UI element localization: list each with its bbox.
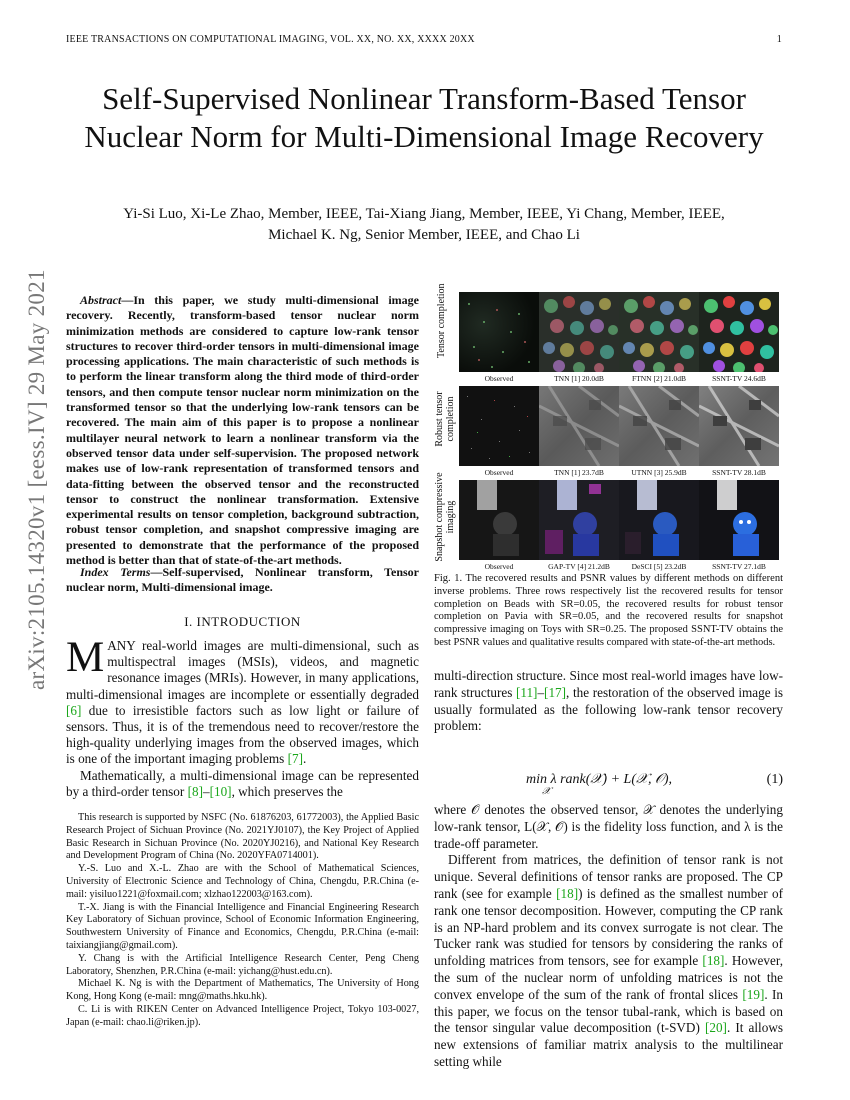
intro-paragraph-1 [66,634,419,768]
row-label-robust-tensor-completion [434,386,454,471]
col2-text-c2: ) is defined as the smallest number of rank one tensor decomposition. However, computing the CP rank is an NP-hard problem and its convex surrogate is not clear. The Tucker rank was studied for tensors by considering the ranks of unfolding matrices from tensors, see for example [434,885,783,969]
section-heading: I. INTRODUCTION [184,614,301,629]
dash: – [537,684,545,700]
index-terms-label: Index Terms [80,565,151,579]
citation-link[interactable]: [7] [287,751,303,767]
col2-paragraph-c [434,852,783,1070]
journal-name: IEEE TRANSACTIONS ON COMPUTATIONAL IMAGING, VOL. XX, NO. XX, XXXX 20XX [66,34,475,45]
row-label-tensor-completion [434,283,454,377]
abstract-text: In this paper, we study multi-dimensional image recovery. Recently, transform-based tensor nuclear norm minimization methods are considered to capture low-rank tensor structures to recover third-order tensors in multi-dimensional image processing applications. The main characteristic of such methods is to perform the linear transform along the third mode of third-order tensors, and then compute tensor nuclear norm minimization on the transformed tensor so that the underlying low-rank tensors can be recovered. The main aim of this paper is to propose a nonlinear multilayer neural network to learn a nonlinear transform via the observed tensor data under self-supervision. The proposed network makes use of low-rank representation of transformed tensors and data-fitting between the observed tensor and the reconstructed tensor to construct the nonlinear transformation. Extensive experimental results on tensor completion, background subtraction, robust tensor completion, and snapshot compressive imaging are presented to demonstrate that the performance of the proposed method is better than that of state-of-the-art methods. [66,293,419,568]
caption-ssnt-tv: SSNT-TV 27.1dB [712,562,766,571]
equation-1 [434,772,783,800]
citation-link[interactable]: [8] [187,783,203,799]
running-header [66,34,782,45]
citation-link[interactable]: [17] [544,684,567,700]
footnotes [66,812,419,1030]
tile-desci-toys [619,480,699,560]
citation-link[interactable]: [6] [66,702,82,718]
tile-gap-tv-toys [539,480,619,560]
tile-tnn-pavia [539,386,619,466]
intro-text-c: . [302,751,307,767]
citation-link[interactable]: [19] [742,986,765,1002]
paper-title: Self-Supervised Nonlinear Transform-Based Tensor Nuclear Norm for Multi-Dimensional Image Recovery [84,81,764,154]
intro-paragraph-2 [66,768,419,800]
row-label-snapshot-compressive-imaging [434,472,456,565]
tile-observed-beads [459,292,539,372]
citation-link[interactable]: [18] [556,885,579,901]
col2-text-a: multi-direction structure. Since most real-world images have low-rank structures [434,668,783,700]
author-line-2: Michael K. Ng, Senior Member, IEEE, and Chao Li [268,227,580,243]
col2-body [434,802,783,1071]
caption-utnn: UTNN [3] 25.9dB [631,468,687,477]
equation-subscript: 𝒳 [542,786,551,797]
author-line-1: Yi-Si Luo, Xi-Le Zhao, Member, IEEE, Tai-Xiang Jiang, Member, IEEE, Yi Chang, Member, IEEE, [123,206,725,222]
caption-desci: DeSCI [5] 23.2dB [631,562,687,571]
footnote: Y. Chang is with the Artificial Intelligence Research Center, Peng Cheng Laboratory, Shenzhen, P.R.China (e-mail: yichang@hust.edu.cn). [66,952,419,977]
figure-caption: Fig. 1. The recovered results and PSNR values by different methods on different inverse problems. Three rows respectively list the recovered results for tensor completion on Beads with SR=0.05, the recovered results for robust tensor completion on Pavia with SR=0.05, and the recovered results for snapshot compressive imaging on Toys with SR=0.25. The proposed SSNT-TV obtains the best PSNR values and qualitative results compared with state-of-the-art methods. [434,573,783,648]
col2-text-b: , the restoration of the observed image is usually formulated as the following low-rank tensor recovery problem: [434,684,783,734]
footnote: Michael K. Ng is with the Department of Mathematics, The University of Hong Kong, Hong Kong (e-mail: mng@maths.hku.hk). [66,978,419,1003]
tile-observed-pavia [459,386,539,466]
caption-gap-tv: GAP-TV [4] 21.2dB [548,562,610,571]
caption-tnn: TNN [1] 20.0dB [554,374,604,383]
col2-text-c3: . However, the sum of the nuclear norm of unfolding matrices is not the convex envelope of the sum of the rank of frontal slices [434,953,783,1002]
equation-number: (1) [766,772,783,787]
intro-body [66,634,419,800]
citation-link[interactable]: [10] [209,783,232,799]
footnote: T.-X. Jiang is with the Financial Intelligence and Financial Engineering Research Key Laboratory of Sichuan province, School of Economic Information Engineering, Southwestern University of Finance and Economics, Chengdu, P.R.China (e-mail: taixiangjiang@gmail.com). [66,901,419,951]
footnote: This research is supported by NSFC (No. 61876203, 61772003), the Applied Basic Research Project of Sichuan Province (No. 2021YJ0107), the Key Project of Applied Basic Research in Sichuan Province (No. 2020YJ0216), and National Key Research and Development Program of China (No. 2020YFA0714001). [66,812,419,862]
equation-expression: min λ rank(𝒳) + L(𝒳, 𝒪), [526,772,673,787]
page-number: 1 [776,34,782,45]
row-label-text: Snapshot compressive imaging [434,472,456,562]
intro-text-d: Mathematically, a multi-dimensional image can be represented by a third-order tensor [66,767,419,799]
row-label-text: Robust tensor completion [434,391,456,447]
caption-observed: Observed [484,468,514,477]
col2-text-c4: . In this paper, we focus on the tensor tubal-rank, which is based on the tensor singular value decomposition (t-SVD) [434,986,783,1036]
citation-link[interactable]: [18] [702,953,725,969]
tile-ssnt-tv-pavia [699,386,779,466]
author-list [66,204,782,246]
abstract-label: Abstract [80,293,122,307]
intro-text-a: ANY real-world images are multi-dimensional, such as multispectral images (MSIs), videos, and magnetic resonance images (MRIs). However, in many applications, multi-dimensional images are incomplete or essentially degraded [66,638,419,702]
tile-ftnn-beads [619,292,699,372]
arxiv-identifier: arXiv:2105.14320v1 [eess.IV] 29 May 2021 [24,269,49,690]
col2-paragraph-a [434,668,783,735]
caption-ssnt-tv: SSNT-TV 24.6dB [712,374,766,383]
col2-text-c5: . It allows new extensions of familiar matrix analysis to the multilinear setting while [434,1020,783,1069]
abstract: Abstract—In this paper, we study multi-dimensional image recovery. Recently, transform-based tensor nuclear norm minimization methods are considered to capture low-rank tensor structures to recover third-order tensors in multi-dimensional image processing applications. The main characteristic of such methods is to perform the linear transform along the third mode of third-order tensors, and then compute tensor nuclear norm minimization on the transformed tensor so that the underlying low-rank tensors can be recovered. The main aim of this paper is to propose a nonlinear multilayer neural network to learn a nonlinear transform via the observed tensor data under self-supervision. The proposed network makes use of low-rank representation of transformed tensors and data-fitting between the observed tensor and the reconstructed tensor to construct the nonlinear transformation. Extensive experimental results on tensor completion, background subtraction, robust tensor completion, and snapshot compressive imaging are presented to demonstrate that the performance of the proposed method is better than that of state-of-the-art methods. [66,293,419,568]
index-terms-text: Self-supervised, Nonlinear transform, Tensor nuclear norm, Multi-dimensional image. [66,565,419,595]
footnote: Y.-S. Luo and X.-L. Zhao are with the School of Mathematical Sciences, University of Electronic Science and Technology of China, Chengdu, P.R.China (e-mail: yisiluo1221@foxmail.com; xlzhao122003@163.com). [66,863,419,900]
col2-paragraph-b: where 𝒪 denotes the observed tensor, 𝒳 denotes the underlying low-rank tensor, L(𝒳, 𝒪) is the fidelity loss function, and λ is the trade-off parameter. [434,802,783,851]
caption-ssnt-tv: SSNT-TV 28.1dB [712,468,766,477]
citation-link[interactable]: [20] [704,1020,727,1036]
tile-ssnt-tv-toys [699,480,779,560]
caption-observed: Observed [484,562,514,571]
row-label-text: Tensor completion [436,283,447,358]
intro-text-b: due to irresistible factors such as low light or failure of sensors. Thus, it is of the tremendous need to recover/restore the high-quality underlying images from the observed images, which is one of the important imaging problems [66,702,419,767]
figure-1 [434,283,782,571]
intro-text-e: , which preserves the [231,783,343,799]
caption-tnn: TNN [1] 23.7dB [554,468,604,477]
dash: – [202,783,210,799]
tile-utnn-pavia [619,386,699,466]
footnote: C. Li is with RIKEN Center on Advanced Intelligence Project, Tokyo 103-0027, Japan (e-mail: chao.li@riken.jp). [66,1003,419,1028]
index-terms: Index Terms—Self-supervised, Nonlinear transform, Tensor nuclear norm, Multi-dimensional image. [66,565,419,595]
tile-tnn-beads [539,292,619,372]
tile-ssnt-tv-beads [699,292,779,372]
tile-observed-toys [459,480,539,560]
caption-ftnn: FTNN [2] 21.0dB [632,374,686,383]
drop-cap: M [66,634,105,681]
caption-observed: Observed [484,374,514,383]
col2-text-c1: Different from matrices, the definition of tensor rank is not unique. Several definitions of tensor ranks are proposed. The CP rank (see for example [434,852,783,901]
citation-link[interactable]: [11] [515,684,538,700]
